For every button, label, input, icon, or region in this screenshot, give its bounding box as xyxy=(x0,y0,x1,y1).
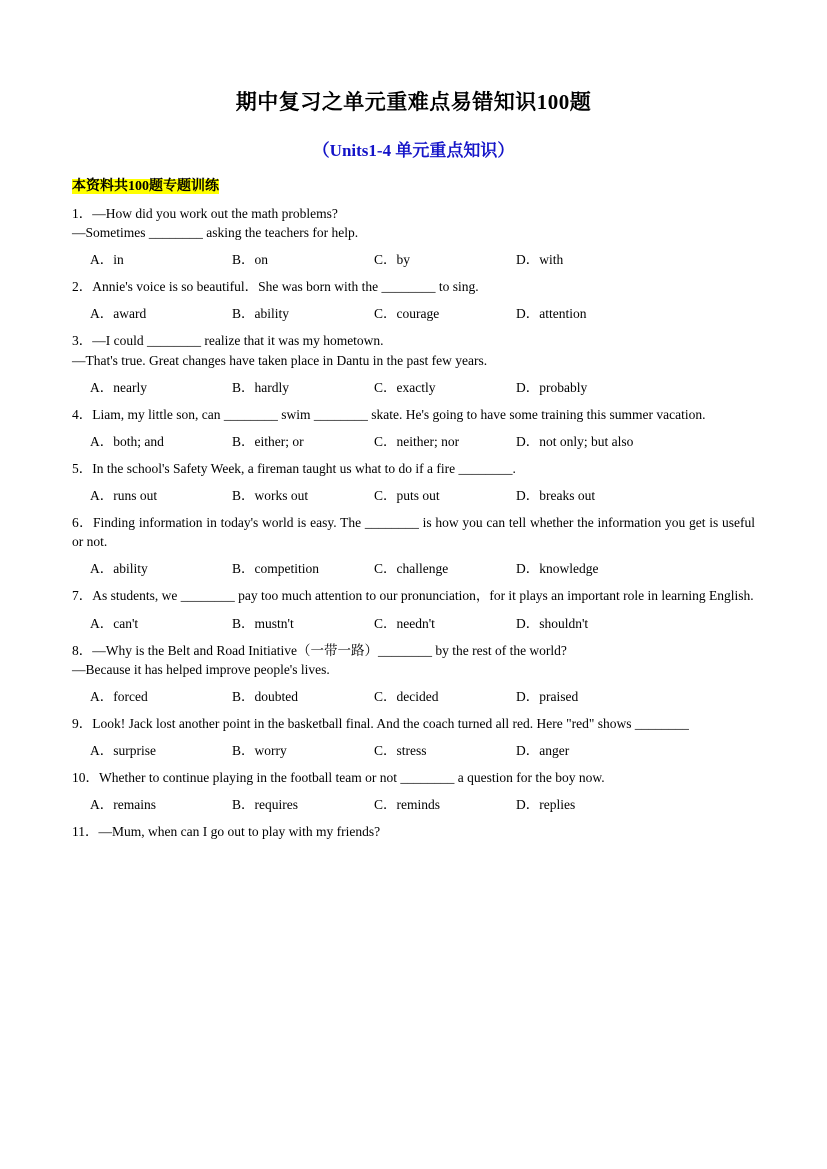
option-c[interactable]: C．reminds xyxy=(374,797,440,813)
highlight-note xyxy=(72,175,755,195)
option-b[interactable]: B．mustn't xyxy=(232,615,294,631)
question-item xyxy=(72,331,755,369)
question-stem: —That's true. Great changes have taken place in Dantu in the past few years. xyxy=(72,352,488,368)
question-number: 8． xyxy=(72,642,93,658)
question-number: 4． xyxy=(72,406,93,422)
question-stem: Annie's voice is so beautiful．She was born with the ________ to sing. xyxy=(92,279,479,295)
question-number: 3． xyxy=(72,333,93,349)
option-a[interactable]: A．in xyxy=(90,252,124,268)
option-a[interactable]: A．surprise xyxy=(90,743,156,759)
question-item xyxy=(72,641,755,679)
question-number: 5． xyxy=(72,460,93,476)
question-number: 7． xyxy=(72,588,93,604)
option-row xyxy=(72,430,755,450)
option-b[interactable]: B．on xyxy=(232,252,269,268)
option-c[interactable]: C．exactly xyxy=(374,379,436,395)
option-b[interactable]: B．either; or xyxy=(232,433,304,449)
option-a[interactable]: A．runs out xyxy=(90,488,158,504)
option-b[interactable]: B．ability xyxy=(232,306,289,322)
question-item xyxy=(72,822,755,841)
option-row xyxy=(72,612,755,632)
option-row xyxy=(72,302,755,322)
option-row xyxy=(72,248,755,268)
option-a[interactable]: A．ability xyxy=(90,561,148,577)
option-row xyxy=(72,376,755,396)
question-stem: —Because it has helped improve people's lives. xyxy=(72,661,330,677)
option-c[interactable]: C．challenge xyxy=(374,561,449,577)
option-a[interactable]: A．award xyxy=(90,306,147,322)
option-d[interactable]: D．praised xyxy=(516,688,579,704)
option-row xyxy=(72,484,755,504)
option-a[interactable]: A．can't xyxy=(90,615,139,631)
question-stem: —I could ________ realize that it was my hometown. xyxy=(92,333,384,349)
question-number: 1． xyxy=(72,206,93,221)
option-c[interactable]: C．by xyxy=(374,252,411,268)
highlight-note-text: 本资料共100题专题训练 xyxy=(72,179,219,194)
question-item xyxy=(72,714,755,733)
option-d[interactable]: D．shouldn't xyxy=(516,615,589,631)
question-item xyxy=(72,277,755,296)
option-a[interactable]: A．nearly xyxy=(90,379,147,395)
question-stem: As students, we ________ pay too much attention to our pronunciation，for it plays an important role in learning English. xyxy=(92,588,754,604)
option-d[interactable]: D．with xyxy=(516,252,564,268)
option-b[interactable]: B．requires xyxy=(232,797,298,813)
option-d[interactable]: D．breaks out xyxy=(516,488,596,504)
option-a[interactable]: A．both; and xyxy=(90,433,164,449)
option-row xyxy=(72,793,755,813)
page-title: 期中复习之单元重难点易错知识100题 xyxy=(235,90,592,114)
question-stem: Whether to continue playing in the football team or not ________ a question for the boy now. xyxy=(99,770,605,786)
option-d[interactable]: D．replies xyxy=(516,797,576,813)
question-item xyxy=(72,204,755,242)
question-stem: Look! Jack lost another point in the basketball final. And the coach turned all red. Here "red" shows ________ xyxy=(92,715,689,731)
option-d[interactable]: D．knowledge xyxy=(516,561,599,577)
option-c[interactable]: C．decided xyxy=(374,688,439,704)
question-stem: In the school's Safety Week, a fireman taught us what to do if a fire ________. xyxy=(92,460,516,476)
option-b[interactable]: B．doubted xyxy=(232,688,298,704)
question-item xyxy=(72,405,755,424)
option-c[interactable]: C．puts out xyxy=(374,488,440,504)
option-c[interactable]: C．needn't xyxy=(374,615,435,631)
question-stem: —Mum, when can I go out to play with my friends? xyxy=(98,824,381,840)
option-row xyxy=(72,685,755,705)
page-subtitle: （Units1-4 单元重点知识） xyxy=(312,141,515,160)
question-number: 9． xyxy=(72,715,93,731)
option-d[interactable]: D．probably xyxy=(516,379,588,395)
question-stem: Finding information in today's world is easy. The ________ is how you can tell whether the information you get is useful or not. xyxy=(72,515,756,550)
question-item xyxy=(72,513,755,551)
option-row xyxy=(72,557,755,577)
question-stem: —How did you work out the math problems? xyxy=(92,206,338,221)
option-row xyxy=(72,739,755,759)
option-c[interactable]: C．stress xyxy=(374,743,427,759)
question-number: 11． xyxy=(72,824,99,840)
option-b[interactable]: B．competition xyxy=(232,561,319,577)
option-d[interactable]: D．attention xyxy=(516,306,587,322)
question-item xyxy=(72,459,755,478)
option-b[interactable]: B．works out xyxy=(232,488,309,504)
option-d[interactable]: D．anger xyxy=(516,743,570,759)
option-a[interactable]: A．remains xyxy=(90,797,156,813)
question-stem: —Why is the Belt and Road Initiative（一带一路）________ by the rest of the world? xyxy=(92,642,567,658)
question-number: 2． xyxy=(72,279,93,295)
option-c[interactable]: C．neither; nor xyxy=(374,433,460,449)
question-stem: Liam, my little son, can ________ swim ________ skate. He's going to have some training this summer vacation. xyxy=(92,406,706,422)
question-item xyxy=(72,768,755,787)
question-number: 10． xyxy=(72,770,99,786)
option-b[interactable]: B．hardly xyxy=(232,379,289,395)
question-item xyxy=(72,586,755,605)
option-a[interactable]: A．forced xyxy=(90,688,148,704)
question-number: 6． xyxy=(72,515,94,531)
option-d[interactable]: D．not only; but also xyxy=(516,433,634,449)
question-stem: —Sometimes ________ asking the teachers for help. xyxy=(72,225,359,241)
option-c[interactable]: C．courage xyxy=(374,306,440,322)
option-b[interactable]: B．worry xyxy=(232,743,287,759)
